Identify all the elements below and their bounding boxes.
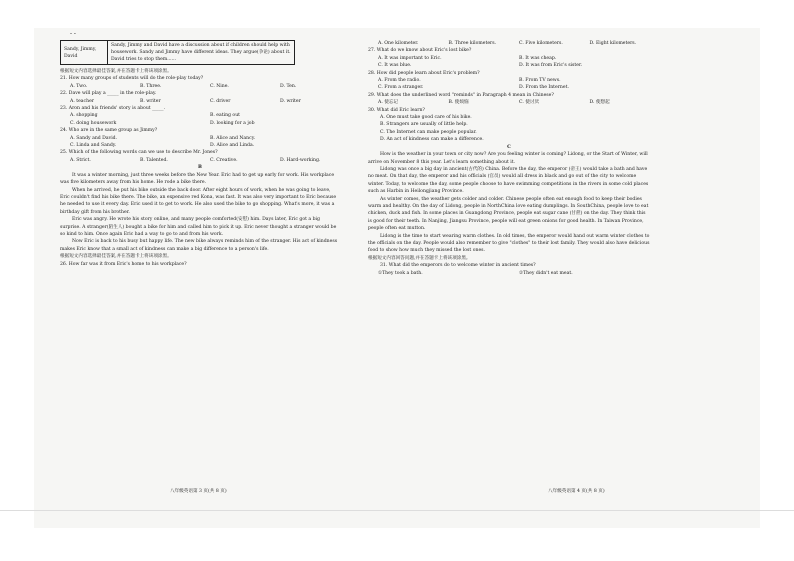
answer-option: D. Hard-working. bbox=[280, 157, 321, 163]
answer-option: A. Strict. bbox=[70, 157, 91, 163]
answer-option: C. driver bbox=[210, 98, 231, 104]
answer-option: B. It was cheap. bbox=[519, 55, 557, 61]
instruction-text-b: 根据短文内容选择最佳答案,并在答题卡上将该项涂黑。 bbox=[60, 254, 172, 260]
section-c-heading: C bbox=[507, 144, 511, 150]
answer-option: C. Five kilometers. bbox=[519, 41, 563, 46]
answer-option: D. Eight kilometers. bbox=[589, 41, 637, 46]
answer-options-row bbox=[60, 135, 340, 142]
answer-options-row bbox=[60, 112, 340, 119]
answer-option: D. It was from Eric's sister. bbox=[519, 63, 583, 69]
answer-option: C. Linda and Sandy. bbox=[70, 143, 117, 149]
answer-option: A. One must take good care of his bike. bbox=[380, 115, 472, 121]
table-names-cell: Sandy, Jimmy, David bbox=[61, 41, 108, 65]
answer-option: D. An act of kindness can make a difference. bbox=[380, 137, 484, 143]
answer-option: C. doing housework bbox=[70, 120, 117, 126]
answer-option: B. Talented. bbox=[140, 157, 168, 163]
top-mark: - - bbox=[70, 30, 76, 37]
answer-option: C. It was blue. bbox=[378, 63, 412, 69]
answer-option: ①They took a bath. bbox=[378, 270, 423, 276]
answer-option: A. Two. bbox=[70, 83, 88, 89]
question-stem: 21. How many groups of students will do the role-play today? bbox=[60, 76, 204, 82]
answer-option: A. teacher bbox=[70, 98, 94, 104]
answer-option: D. writer bbox=[280, 98, 301, 104]
answer-option: D. From the Internet. bbox=[519, 85, 569, 91]
answer-option: A. One kilometer. bbox=[378, 41, 419, 46]
left-page bbox=[60, 40, 340, 268]
answer-options-row bbox=[60, 142, 340, 149]
passage-paragraph: How is the weather in your town or city now? Are you feeling winter is coming? Lidong, or the Start of Winter, will arrive on November 8 this year. Let's learn something about it. bbox=[368, 152, 648, 165]
section-b-heading: B bbox=[198, 165, 202, 171]
answer-option: A. 使忘记 bbox=[378, 100, 399, 106]
right-page bbox=[368, 40, 650, 277]
passage-c bbox=[368, 151, 650, 255]
question-list-b bbox=[368, 47, 650, 143]
answer-option: C. Creative. bbox=[210, 157, 238, 163]
question-stem: 30. What did Eric learn? bbox=[368, 107, 425, 113]
passage-b bbox=[60, 172, 340, 253]
answer-option: C. The Internet can make people popular. bbox=[380, 129, 477, 135]
answer-options bbox=[60, 98, 340, 105]
answer-option: C. Nine. bbox=[210, 83, 229, 89]
answer-options bbox=[60, 157, 340, 164]
answer-options-row bbox=[60, 120, 340, 127]
question-stem: 25. Which of the following words can we use to describe Mr. Jones? bbox=[60, 150, 218, 156]
answer-option: D. looking for a job bbox=[210, 120, 255, 126]
answer-option: B. Three. bbox=[140, 83, 162, 89]
question-stem: 23. Aron and his friends' story is about _____. bbox=[60, 106, 166, 112]
answer-option: B. Strangers are usually of little help. bbox=[380, 122, 468, 128]
question-stem: 22. Dave will play a _____ in the role-play. bbox=[60, 91, 157, 97]
passage-paragraph: Eric was angry. He wrote his story online, and many people comforted(安慰) him. Days later, Eric got a big surprise. A stranger(陌生人) bought a bike for him and called him to pick it up. Eric never thought a stranger would be so kind to him. Once again Eric had a way to go to and from his work. bbox=[60, 217, 337, 237]
question-stem: 28. How did people learn about Eric's problem? bbox=[368, 70, 480, 76]
passage-paragraph: Lidong was once a big day in ancient(古代的) China. Before the day, the emperor (帝王) would take a bath and have no meat. On that day, the emperor and his officials (官员) would all dress in black and go out of the city to welcome winter. Today, to welcome the day, some people choose to have swimming competitions in the rivers in some cold places such as Harbin in Heilongjiang Province. bbox=[368, 166, 649, 195]
page-edge-divider bbox=[0, 510, 794, 511]
question-31-options bbox=[368, 270, 650, 277]
passage-paragraph: As winter comes, the weather gets colder and colder. Chinese people often eat enough food to keep their bodies warm and healthy. On the day of Lidong, people in NorthChina love eating dumplings. In SouthChina, people love to eat chicken, duck and fish. In some places in Guangdong Province, people eat sugar cane (甘蔗) on the day. They think this is good for their teeth. In Nanjing, Jiangsu Province, people will eat green onions for good health. In Taiwan Province, people often eat mutton. bbox=[368, 196, 649, 232]
answer-options bbox=[60, 83, 340, 90]
answer-option: B. writer bbox=[140, 98, 161, 104]
answer-options-row bbox=[368, 77, 650, 84]
passage-paragraph: Now Eric is back to his busy but happy life. The new bike always reminds him of the stranger. His act of kindness makes Eric know that a small act of kindness can make a big difference to a person's life. bbox=[60, 239, 338, 252]
answer-option: B. Alice and Nancy. bbox=[210, 135, 256, 141]
question-26-options bbox=[368, 40, 650, 47]
answer-option: A. Sandy and David. bbox=[70, 135, 118, 141]
answer-options-row bbox=[368, 84, 650, 91]
question-stem: 29. What does the underlined word "reminds" in Paragraph 4 mean in Chinese? bbox=[368, 92, 554, 98]
answer-option: B. From TV news. bbox=[519, 78, 561, 84]
question-list-a bbox=[60, 75, 340, 164]
answer-options bbox=[368, 99, 650, 106]
character-table bbox=[60, 40, 295, 65]
passage-paragraph: When he arrived, he put his bike outside the back door. After eight hours of work, when he was going to leave, Eric couldn't find his bike there. The bike, an expensive red Kona, was fast. It was also very important to Eric because he needed to use it every day. Eric used it to get to work. He also used the bike to go shopping. What's more, it was a birthday gift from his brother. bbox=[60, 187, 337, 215]
answer-option: D. 使想起 bbox=[589, 100, 610, 106]
answer-option: C. 使讨厌 bbox=[519, 100, 540, 106]
question-31-stem: 31. What did the emperors do to welcome winter in ancient times? bbox=[380, 263, 536, 269]
passage-paragraph: It was a winter morning, just three weeks before the New Year. Eric had to get up early for work. His workplace was five kilometers away from his home. He rode a bike there. bbox=[60, 172, 335, 186]
answer-option: B. Three kilometers. bbox=[448, 41, 497, 46]
answer-option: B. 使烦恼 bbox=[448, 100, 469, 106]
question-stem: 24. Who are in the same group as Jimmy? bbox=[60, 128, 158, 134]
answer-options-row bbox=[368, 55, 650, 62]
answer-option: D. Ten. bbox=[280, 83, 297, 89]
question-stem: 27. What do we know about Eric's lost bike? bbox=[368, 48, 472, 54]
passage-paragraph: Lidong is the time to start wearing warm clothes. In old times, the emperor would hand out warm winter clothes to the officials on the day. People would also remember to give "clothes" to their lost family. They would also have delicious food to show how much they missed the lost ones. bbox=[368, 233, 650, 254]
answer-option: D. Alice and Linda. bbox=[210, 143, 255, 149]
answer-option: ②They didn't eat meat. bbox=[519, 270, 573, 276]
answer-options-row bbox=[368, 62, 650, 69]
instruction-text: 根据短文内容选择最佳答案,并在答题卡上将该项涂黑。 bbox=[60, 69, 172, 74]
instruction-text-c: 根据短文内容回答问题,并在答题卡上将该项涂黑。 bbox=[368, 255, 471, 261]
answer-option: B. eating out bbox=[210, 113, 240, 119]
table-text-cell: Sandy, Jimmy and David have a discussion about if children should help with housework. Sandy and Jimmy have different ideas. They argue(争论) about it. David tries to stop them...... bbox=[108, 41, 295, 65]
answer-option: A. shopping bbox=[70, 113, 98, 119]
answer-option: A. From the radio. bbox=[378, 78, 421, 84]
question-26-stem: 26. How far was it from Eric's home to his workplace? bbox=[60, 261, 187, 267]
page-footer-right: 八年级英语第 4 页(共 8 页) bbox=[548, 489, 605, 494]
answer-option: A. It was important to Eric. bbox=[378, 55, 442, 61]
page-footer-left: 八年级英语第 3 页(共 8 页) bbox=[170, 489, 227, 494]
answer-option: C. From a stranger. bbox=[378, 85, 424, 91]
